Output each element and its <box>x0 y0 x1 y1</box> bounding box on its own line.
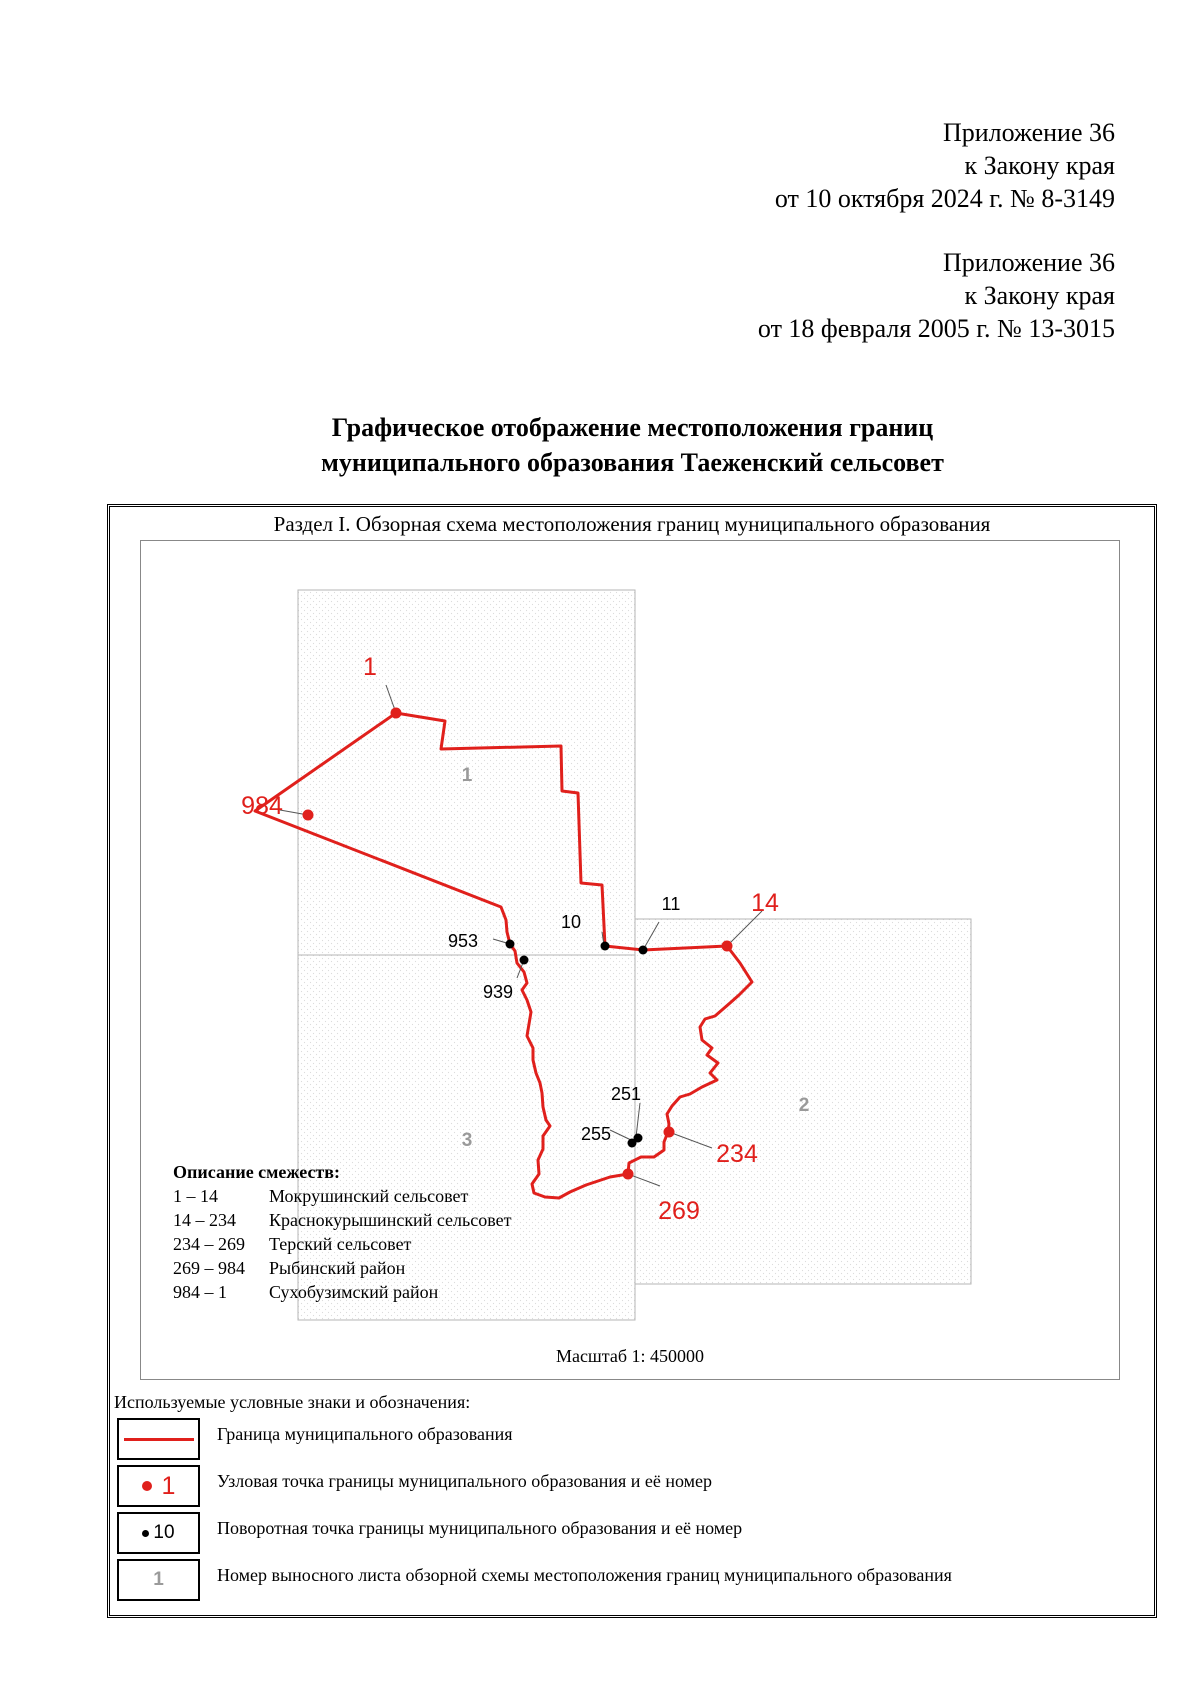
header-line: к Закону края <box>964 281 1115 310</box>
adjacency-range: 1 – 14 <box>173 1186 218 1206</box>
sheet-label: 3 <box>461 1130 473 1151</box>
node-label: 984 <box>241 792 283 820</box>
adjacency-row <box>173 1280 511 1304</box>
legend-title: Используемые условные знаки и обозначения: <box>114 1392 471 1412</box>
adjacency-row <box>173 1232 511 1256</box>
adjacency-description <box>173 1160 511 1304</box>
legend-item-node-point <box>117 1465 1137 1511</box>
node-label: 234 <box>716 1140 758 1168</box>
adjacency-row <box>173 1256 511 1280</box>
legend-text: Граница муниципального образования <box>217 1424 513 1444</box>
adjacency-name: Мокрушинский сельсовет <box>269 1186 469 1206</box>
node-point-14 <box>722 941 733 952</box>
turn-point-953 <box>506 940 515 949</box>
turn-label: 939 <box>482 982 514 1002</box>
turn-label: 10 <box>560 912 582 932</box>
legend-symbol-box <box>117 1465 200 1507</box>
header-line: Приложение 36 <box>942 118 1115 147</box>
node-point-984 <box>303 810 314 821</box>
adjacency-range: 14 – 234 <box>173 1210 236 1230</box>
legend-text: Узловая точка границы муниципального образования и её номер <box>217 1471 713 1491</box>
node-point-symbol <box>142 1472 176 1501</box>
title-line: Графическое отображение местоположения границ <box>331 413 934 442</box>
legend-item-turn-point <box>117 1512 1137 1558</box>
adjacency-row <box>173 1184 511 1208</box>
map-scale: Масштаб 1: 450000 <box>555 1346 705 1366</box>
legend-symbol-label: 1 <box>161 1471 176 1500</box>
node-point-1 <box>391 708 402 719</box>
legend-symbol-box <box>117 1418 200 1460</box>
turn-label: 255 <box>580 1124 612 1144</box>
turn-point-255 <box>628 1139 637 1148</box>
adjacency-range: 269 – 984 <box>173 1258 245 1278</box>
node-label: 1 <box>363 653 377 681</box>
adjacency-name: Терский сельсовет <box>269 1234 412 1254</box>
black-dot-icon <box>142 1530 149 1537</box>
turn-point-11 <box>639 946 648 955</box>
legend-text: Поворотная точка границы муниципального образования и её номер <box>217 1518 743 1538</box>
adjacency-range: 984 – 1 <box>173 1282 227 1302</box>
header-line: Приложение 36 <box>942 248 1115 277</box>
turn-label: 11 <box>661 894 681 914</box>
turn-label: 251 <box>610 1084 642 1104</box>
turn-point-10 <box>601 942 610 951</box>
adjacency-name: Рыбинский район <box>269 1258 406 1278</box>
legend-text: Номер выносного листа обзорной схемы местоположения границ муниципального образования <box>217 1565 952 1585</box>
node-label: 269 <box>658 1197 700 1225</box>
adjacency-title: Описание смежеств: <box>173 1162 340 1182</box>
adjacency-name: Сухобузимский район <box>269 1282 439 1302</box>
turn-point-939 <box>520 956 529 965</box>
legend-item-sheet-number <box>117 1559 1137 1605</box>
legend-item-boundary <box>117 1418 1137 1464</box>
header-line: от 10 октября 2024 г. № 8-3149 <box>774 184 1115 213</box>
node-point-269 <box>623 1169 634 1180</box>
red-dot-icon <box>142 1481 152 1491</box>
adjacency-range: 234 – 269 <box>173 1234 245 1254</box>
legend-symbol-box <box>117 1559 200 1601</box>
legend-symbol-box <box>117 1512 200 1554</box>
turn-label: 953 <box>447 931 479 951</box>
section-title: Раздел I. Обзорная схема местоположения границ муниципального образования <box>273 512 991 536</box>
title-line: муниципального образования Таеженский сельсовет <box>321 448 944 477</box>
legend-symbol-label: 1 <box>153 1569 164 1590</box>
turn-point-symbol <box>142 1522 174 1544</box>
legend-symbol-label: 10 <box>153 1522 175 1543</box>
sheet-label: 1 <box>461 765 473 786</box>
header-line: от 18 февраля 2005 г. № 13-3015 <box>757 314 1115 343</box>
adjacency-row <box>173 1208 511 1232</box>
boundary-line-symbol <box>124 1438 194 1441</box>
sheet-label: 2 <box>798 1095 810 1116</box>
adjacency-name: Краснокурышинский сельсовет <box>269 1210 512 1230</box>
node-point-234 <box>664 1127 675 1138</box>
node-label: 14 <box>751 889 779 917</box>
header-line: к Закону края <box>964 151 1115 180</box>
